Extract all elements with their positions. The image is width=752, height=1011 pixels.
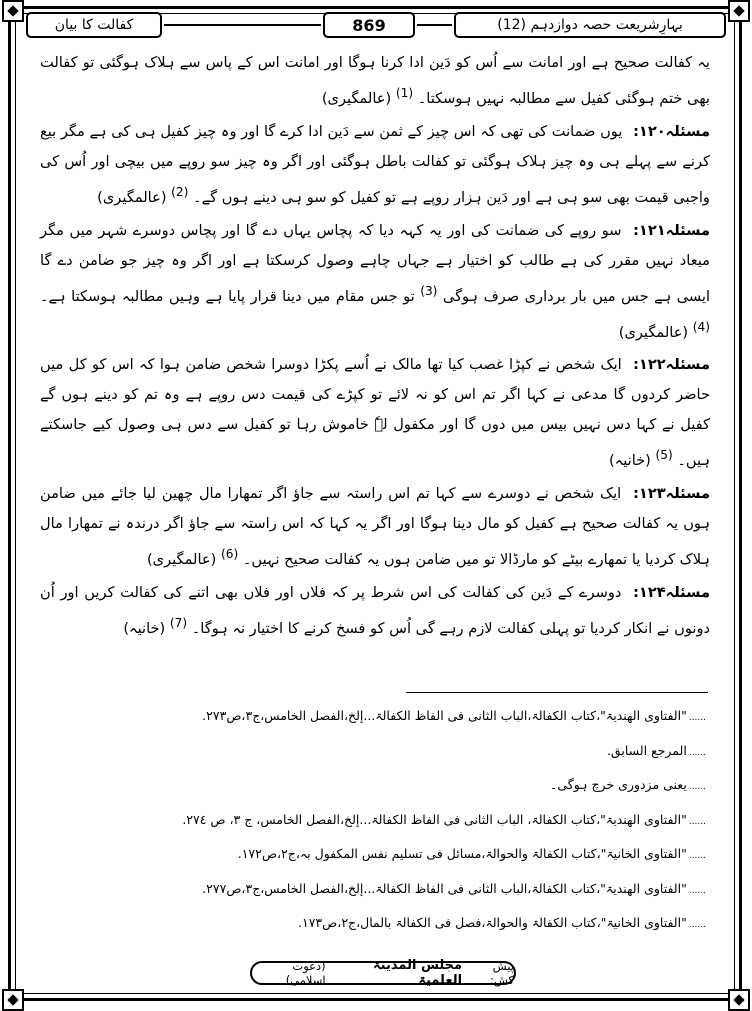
footnote: ......یعنی مزدوری خرچ ہوگی۔: [550, 777, 706, 792]
issue-paragraph: [40, 117, 710, 213]
paragraph-text: سو روپے کی ضمانت کی اور یہ کہہ دیا کہ پچاس یہاں دے گا اور پچاس دوسرے شہر میں مگر میعاد نہیں مقرر کی ہے طالب کو اختیار ہے جہاں چاہے وصول کرسکتا ہے اور اگر وہ چیز جو ضامن دے گا ایسی ہے جس میں بار برداری صرف ہوگی: [40, 221, 711, 305]
footnote-ref[interactable]: (5): [655, 448, 673, 463]
presenter-label: پیش کش:: [489, 959, 514, 987]
header-divider: [164, 24, 321, 26]
footnote-ref[interactable]: (4): [692, 319, 710, 334]
footnote-divider: [406, 692, 708, 693]
issue-label: مسئلہ۱۲۲:: [633, 356, 711, 374]
publisher-name: مجلس المدینۃ العلمیۃ: [373, 958, 463, 988]
footnote: ......المرجع السابق.: [606, 742, 706, 758]
paragraph-text: دوسرے کے دَین کی کفالت کی اس شرط پر کہ فلاں اور فلاں بھی اتنے کی کفالت کریں اور اُن دونوں نے انکار کردیا تو پہلی کفالت لازم رہے گی اُس کو فسخ کرنے کا اختیار نہ ہوگا۔: [40, 584, 710, 638]
paragraph-text: یوں ضمانت کی تھی کہ اس چیز کے ثمن سے دَین ادا کرے گا اور وہ چیز کفیل ہی کی ہے مگر بیع کرنے سے پہلے ہی وہ چیز ہلاک ہوگئی تو کفالت باطل ہوگئی اور اگر وہ چیز سو روپے میں بیچی اور اُس کی واجبی قیمت بھی سو ہی ہے اور دَین ہزار روپے ہے تو کفیل کو سو ہی دینے ہوں گے۔: [40, 122, 710, 206]
issue-label: مسئلہ۱۲۴:: [633, 584, 710, 602]
paragraph-text: یہ کفالت صحیح ہے اور امانت سے اُس کو دَین ادا کرنا ہوگا اور امانت اس کے پاس سے ہلاک ہوگئی تو کفالت بھی ختم ہوگئی کفیل سے مطالبہ نہیں ہوسکتا۔: [40, 54, 710, 107]
footnotes: [150, 700, 706, 942]
source-citation: (عالمگیری): [321, 89, 392, 107]
source-citation: (عالمگیری): [146, 551, 217, 569]
footnote: ......"الفتاوی الھندیۃ"،کتاب الکفالۃ،الباب الثانی فی الفاظ الکفالۃ...إلخ،الفصل الخامس،ج۳،ص۲۷۷.: [202, 880, 706, 896]
chapter-title: کفالت کا بیان: [26, 12, 162, 38]
footnote: ......"الفتاوی الھندیۃ"،کتاب الکفالۃ، الباب الثانی فی الفاظ الکفالۃ...إلخ،الفصل الخامس، ج ۳، ص ۲۷٤.: [182, 811, 706, 827]
issue-label: مسئلہ۱۲۰:: [633, 122, 710, 140]
corner-ornament-icon: [728, 0, 750, 22]
header-divider: [417, 24, 452, 26]
page-number: 869: [323, 12, 415, 38]
footnote-ref[interactable]: (1): [395, 86, 414, 100]
publisher-banner: [250, 958, 516, 988]
footnote-ref[interactable]: (7): [169, 616, 188, 631]
footnote: ......"الفتاوی الخانیۃ"،کتاب الکفالۃ والحوالۃ،مسائل فی تسلیم نفس المکفول بہ،ج۲،ص۱۷۲.: [237, 846, 706, 861]
paragraph-text: ایک شخص نے کپڑا غصب کیا تھا مالک نے اُسے پکڑا دوسرا شخص ضامن ہوا کہ اس کو کل میں حاضر کردوں گا مدعی نے کہا اگر تم اس کو نہ لائے تو کپڑے کی قیمت دس روپے ہے وہ تم کو دینے ہوں گے کفیل نے کہا دس نہیں بیس میں دوں گا اور مکفول لہٗ خاموش رہا تو کفیل سے دس ہی وصول کیے جاسکتے ہیں۔: [40, 356, 710, 470]
footnote-ref[interactable]: (6): [220, 547, 239, 562]
corner-ornament-icon: [728, 989, 750, 1011]
footnote-text: "الفتاوی الھندیۃ"،کتاب الکفالۃ،الباب الثانی فی الفاظ الکفالۃ...إلخ،الفصل الخامس،ج۳،ص۲۷۳.: [202, 708, 687, 723]
source-citation: (عالمگیری): [618, 323, 689, 341]
issue-paragraph: [40, 350, 710, 476]
organization-name: (دعوت اسلامی): [285, 959, 326, 987]
footnote-text: "الفتاوی الخانیۃ"،کتاب الکفالۃ والحوالۃ،مسائل فی تسلیم نفس المکفول بہ،ج۲،ص۱۷۲.: [237, 846, 687, 861]
footnote-ref[interactable]: (2): [171, 184, 189, 199]
footnote-text: "الفتاوی الھندیۃ"،کتاب الکفالۃ،الباب الثانی فی الفاظ الکفالۃ...إلخ،الفصل الخامس،ج۳،ص۲۷۷.: [202, 880, 687, 896]
footnote: ......"الفتاوی الھندیۃ"،کتاب الکفالۃ،الباب الثانی فی الفاظ الکفالۃ...إلخ،الفصل الخامس،ج۳،ص۲۷۳.: [202, 708, 706, 723]
paragraph-text: ایک شخص نے دوسرے سے کہا تم اس راستہ سے جاؤ اگر تمھارا مال چھین لیا جائے میں ضامن ہوں یہ کفالت صحیح ہے کفیل کو مال دینا ہوگا اور اگر یہ کہا کہ اس راستہ سے جاؤ اگر درندہ نے تمھارا مال ہلاک کردیا یا تمھارے بیٹے کو مارڈالا تو میں ضامن ہوں یہ کفالت صحیح نہیں۔: [40, 485, 710, 569]
footnote: ......"الفتاوی الخانیۃ"،کتاب الکفالۃ والحوالۃ،فصل فی الکفالۃ بالمال،ج۲،ص۱۷۳.: [298, 915, 706, 930]
issue-label: مسئلہ۱۲۱:: [633, 221, 710, 239]
issue-paragraph: [40, 216, 710, 348]
footnote-text: المرجع السابق.: [606, 742, 687, 758]
footnote-text: "الفتاوی الھندیۃ"،کتاب الکفالۃ، الباب الثانی فی الفاظ الکفالۃ...إلخ،الفصل الخامس، ج ۳، ص ۲۷٤.: [182, 811, 687, 827]
page-header: [26, 10, 726, 40]
source-citation: (خانیہ): [608, 452, 651, 470]
source-citation: (خانیہ): [123, 620, 166, 638]
paragraph-text: تو جس مقام میں دینا قرار پایا ہے وہیں مطالبہ ہوسکتا ہے۔: [40, 287, 415, 305]
book-title: بہارِشریعت حصہ دوازدہم (12): [454, 12, 726, 38]
corner-ornament-icon: [2, 989, 24, 1011]
corner-ornament-icon: [2, 0, 24, 22]
issue-paragraph: [40, 479, 710, 575]
main-text: [40, 48, 710, 647]
footnote-text: یعنی مزدوری خرچ ہوگی۔: [550, 777, 687, 792]
footnote-text: "الفتاوی الخانیۃ"،کتاب الکفالۃ والحوالۃ،فصل فی الکفالۃ بالمال،ج۲،ص۱۷۳.: [298, 915, 687, 930]
source-citation: (عالمگیری): [97, 188, 167, 206]
paragraph: [40, 48, 710, 114]
issue-label: مسئلہ۱۲۳:: [633, 485, 710, 503]
footnote-ref[interactable]: (3): [420, 283, 438, 298]
issue-paragraph: [40, 578, 710, 644]
